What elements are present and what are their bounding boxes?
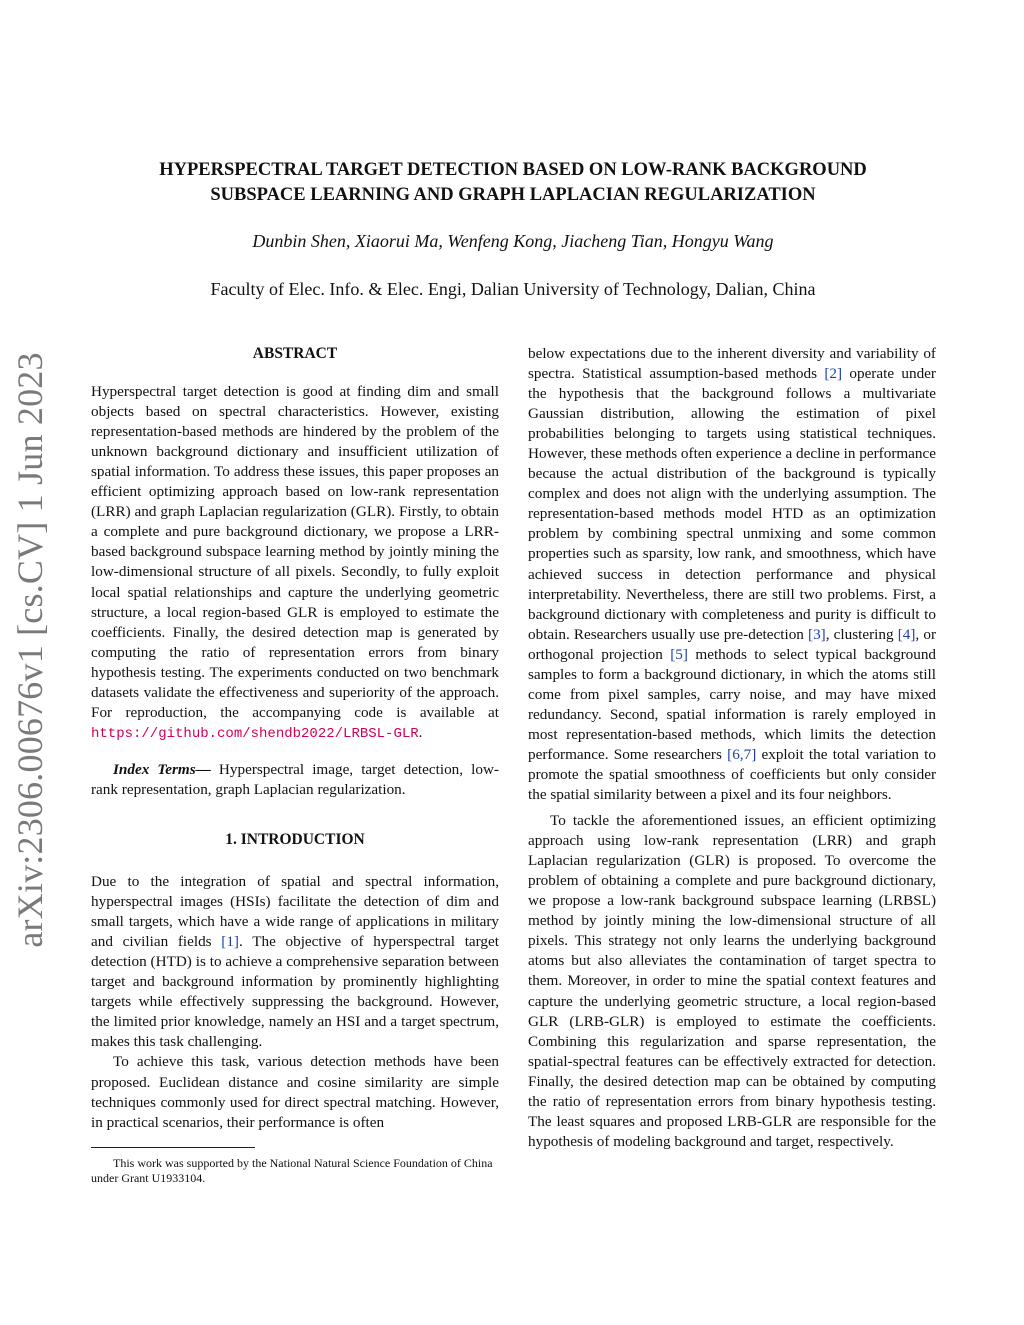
left-column (91, 344, 499, 1186)
footnote-rule (91, 1147, 255, 1148)
citation-1[interactable]: [1] (221, 933, 239, 951)
abstract-text (91, 382, 499, 744)
intro-p1-b: . The objective of hyperspectral target detection (HTD) is to achieve a comprehensive separation between target and background information by prominently highlighting targets while effectively suppressing the background. However, the limited prior knowledge, namely an HSI and a target spectrum, makes this task challenging. (91, 933, 499, 1051)
affiliation: Faculty of Elec. Info. & Elec. Engi, Dalian University of Technology, Dalian, China (210, 279, 816, 299)
abstract-heading: ABSTRACT (252, 345, 338, 362)
index-terms (91, 760, 499, 800)
rc-text-b: operate under the hypothesis that the background follows a multivariate Gaussian distribution, allowing the estimation of pixel probabilities belonging to targets using statistical techniques. However, these methods often experience a decline in performance because the actual distribution of the background is typically complex and does not align with the underlying assumption. The representation-based methods model HTD as an optimization problem by combining spectral unmixing and some common properties such as sparsity, low rank, and smoothness, which have achieved success in detection performance and physical interpretability. Nevertheless, there are still two problems. First, a background dictionary with completeness and purity is difficult to obtain. Researchers usually use pre-detection (528, 365, 937, 643)
title-line-1: HYPERSPECTRAL TARGET DETECTION BASED ON LOW-RANK BACKGROUND (159, 160, 867, 180)
citation-3[interactable]: [3] (808, 625, 826, 643)
abstract-body: Hyperspectral target detection is good at finding dim and small objects based on spectral characteristics. However, existing representation-based methods are hindered by the problem of the unknown background dictionary and insufficient utilization of spatial information. To address these issues, this paper proposes an efficient optimizing approach based on low-rank representation (LRR) and graph Laplacian regularization (GLR). Firstly, to obtain a complete and pure background dictionary, we propose a LRR-based background subspace learning method by jointly mining the low-dimensional structure of all pixels. Secondly, to fully exploit local spatial relationships and capture the underlying geometric structure, a local region-based GLR is employed to estimate the coefficients. Finally, the desired detection map is generated by computing the ratio of representation errors from binary hypothesis testing. The experiments conducted on two benchmark datasets validate the effectiveness and superiority of the approach. For reproduction, the accompanying code is available at (91, 383, 499, 721)
rc-text-c: , clustering (825, 625, 898, 643)
citation-6-7[interactable]: [6,7] (727, 745, 757, 763)
arxiv-stamp (4, 352, 56, 948)
citation-4[interactable]: [4] (897, 625, 916, 643)
intro-heading: 1. INTRODUCTION (225, 830, 365, 848)
intro-paragraph-2: To achieve this task, various detection methods have been proposed. Euclidean distance and cosine similarity are simple techniques commonly used for direct spectral matching. However, in practical scenarios, their performance is often (91, 1053, 499, 1131)
rc-text-a: below expectations due to the inherent diversity and variability of spectra. Statistical assumption-based methods (528, 345, 936, 383)
citation-2[interactable]: [2] (824, 365, 843, 383)
index-terms-label: Index Terms— (113, 760, 211, 778)
index-terms-text: Hyperspectral image, target detection, low-rank representation, graph Laplacian regularization. (91, 760, 499, 798)
author-list: Dunbin Shen, Xiaorui Ma, Wenfeng Kong, Jiacheng Tian, Hongyu Wang (252, 231, 774, 251)
citation-5[interactable]: [5] (670, 645, 688, 663)
rc-text-d: , or orthogonal projection (528, 625, 937, 663)
abstract-end: . (418, 723, 423, 741)
code-link[interactable]: https://github.com/shendb2022/LRBSL-GLR (91, 725, 419, 742)
right-paragraph-2: To tackle the aforementioned issues, an efficient optimizing approach using low-rank representation (LRR) and graph Laplacian regularization (GLR) is proposed. To overcome the problem of obtaining a complete and pure background dictionary, we propose a low-rank background subspace learning (LRBSL) method by jointly mining the low-dimensional structure of all pixels. This strategy not only learns the underlying background atoms but also alleviates the contamination of target spectra to them. Moreover, in order to mine the spatial context features and capture the underlying geometric structure, a local region-based GLR (LRB-GLR) is employed to estimate the coefficients. Combining this regularization and sparse representation, the spatial-spectral features can be effectively extracted for detection. Finally, the desired detection map can be obtained by computing the ratio of representation errors from binary hypothesis testing. The least squares and proposed LRB-GLR are responsible for the hypothesis of modeling background and target, respectively. (528, 812, 936, 1150)
footnote: This work was supported by the National Natural Science Foundation of China under Grant U1933104. (91, 1155, 493, 1185)
arxiv-stamp-text: arXiv:2306.00676v1 [cs.CV] 1 Jun 2023 (10, 352, 50, 948)
intro-paragraph-1 (91, 872, 499, 1052)
intro-p1-a: Due to the integration of spatial and spectral information, hyperspectral images (HSIs) facilitate the detection of dim and small targets, which have a wide range of applications in military and civilian fields (91, 873, 499, 951)
title-line-2: SUBSPACE LEARNING AND GRAPH LAPLACIAN REGULARIZATION (210, 185, 816, 205)
right-paragraph-1 (528, 344, 936, 805)
rc-text-e: methods to select typical background samples to form a background dictionary, in which the atoms still come from pixel samples, carry noise, and may have mixed redundancy. Second, spatial information is rarely employed in most representation-based methods, which limits the detection performance. Some researchers (528, 645, 937, 763)
rc-text-f: exploit the total variation to promote the spatial smoothness of coefficients but only consider the spatial similarity between a pixel and its four neighbors. (528, 745, 936, 804)
paper-title (90, 158, 936, 208)
right-column (528, 344, 936, 1152)
